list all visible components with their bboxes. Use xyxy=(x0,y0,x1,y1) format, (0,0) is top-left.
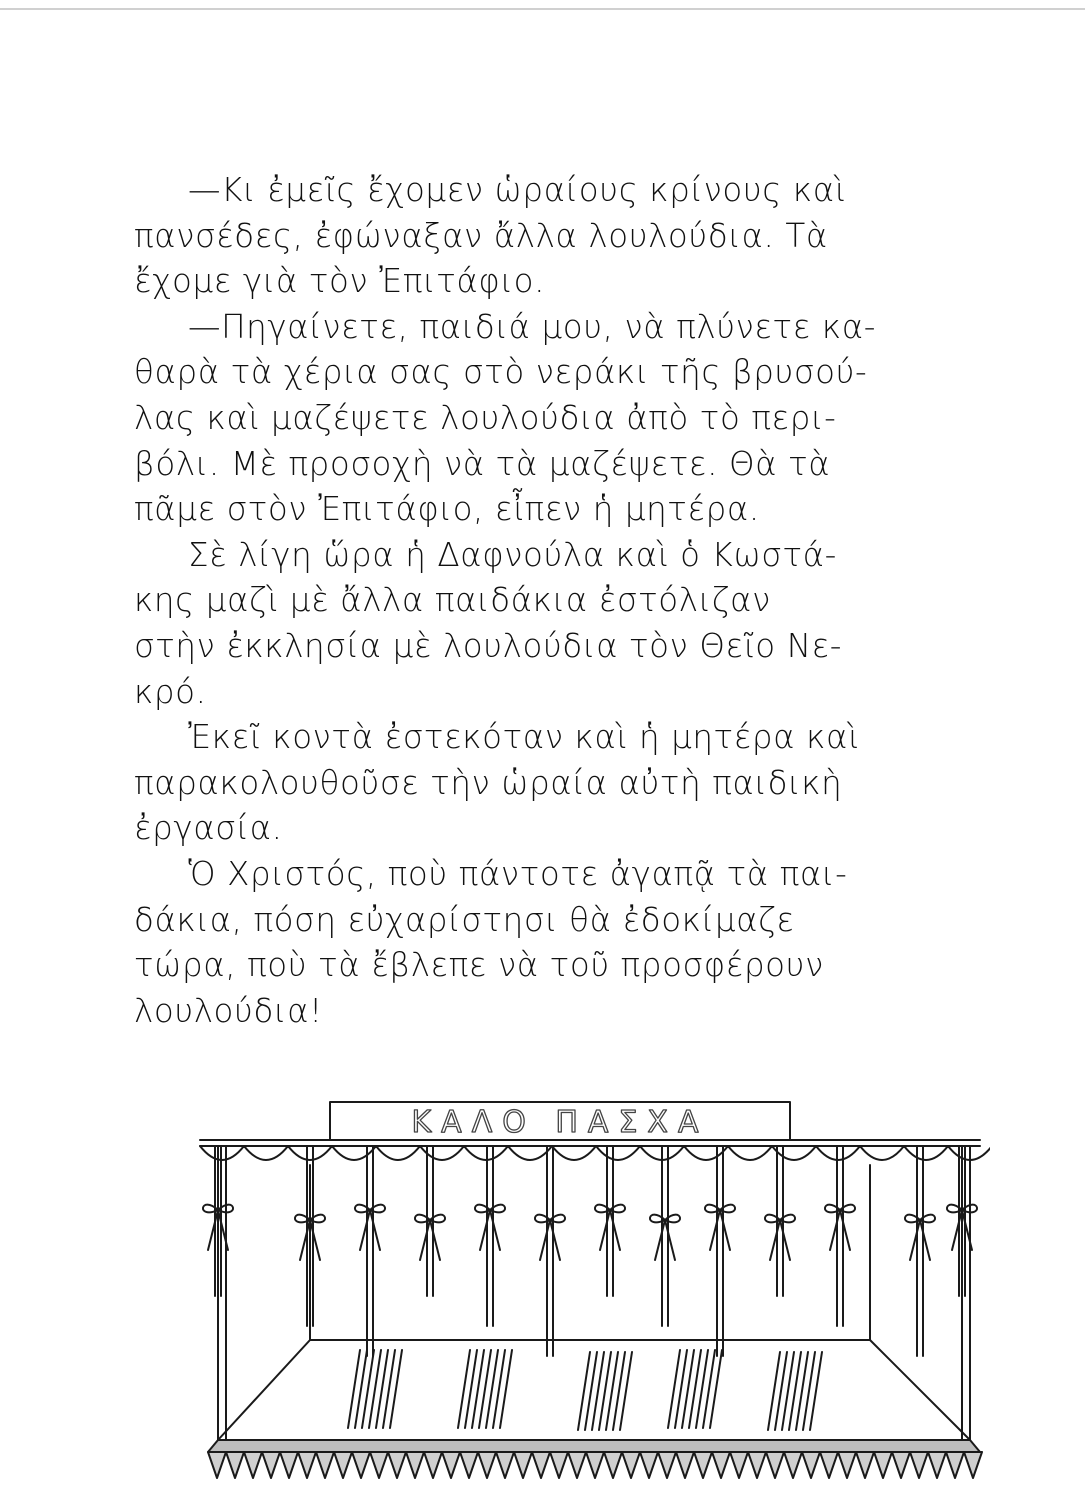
ribbon-bow xyxy=(355,1205,385,1250)
ribbon-bow xyxy=(415,1215,445,1260)
bundle-candle xyxy=(782,1352,794,1430)
text-line: δάκια, πόση εὐχαρίστησι θὰ ἐδοκίμαζε xyxy=(134,900,795,939)
ribbon-bow xyxy=(650,1215,680,1260)
ribbon-bow xyxy=(595,1205,625,1250)
ribbon-bow xyxy=(765,1215,795,1260)
bundle-candle xyxy=(383,1350,395,1428)
candle xyxy=(487,1146,493,1326)
table-cloth-fringe xyxy=(208,1452,982,1478)
bundle-candle xyxy=(500,1350,512,1428)
text-line: Σὲ λίγη ὥρα ἡ Δαφνούλα καὶ ὁ Κωστά- xyxy=(188,535,837,574)
bundle-candle xyxy=(789,1352,801,1430)
bundle-candle xyxy=(775,1352,787,1430)
bundle-candle xyxy=(479,1350,491,1428)
bundle-candle xyxy=(390,1350,402,1428)
table-top xyxy=(218,1340,970,1440)
bundle-candle xyxy=(376,1350,388,1428)
text-line: βόλι. Μὲ προσοχὴ νὰ τὰ μαζέψετε. Θὰ τὰ xyxy=(134,444,831,483)
bundle-candle xyxy=(689,1350,701,1428)
bundle-candle xyxy=(465,1350,477,1428)
bundle-candle xyxy=(599,1352,611,1430)
bundle-candle xyxy=(355,1350,367,1428)
bundle-candle xyxy=(585,1352,597,1430)
bundle-candle xyxy=(348,1350,360,1428)
bundle-candle xyxy=(592,1352,604,1430)
candle xyxy=(717,1146,723,1356)
candle-bundles xyxy=(348,1350,822,1430)
bundle-candle xyxy=(472,1350,484,1428)
bundle-candle xyxy=(486,1350,498,1428)
bundle-candle xyxy=(606,1352,618,1430)
text-line: —Πηγαίνετε, παιδιά μου, νὰ πλύνετε κα- xyxy=(188,307,877,346)
bundle-candle xyxy=(796,1352,808,1430)
bundle-candle xyxy=(803,1352,815,1430)
bundle-candle xyxy=(703,1350,715,1428)
canopy-scallops xyxy=(200,1146,990,1160)
text-line: πᾶμε στὸν Ἐπιτάφιο, εἶπεν ἡ μητέρα. xyxy=(134,490,760,529)
hanging-candles xyxy=(203,1146,977,1356)
text-line: κης μαζὶ μὲ ἄλλα παιδάκια ἐστόλιζαν xyxy=(134,581,771,620)
bundle-candle xyxy=(675,1350,687,1428)
candle xyxy=(662,1146,668,1326)
story-text xyxy=(134,168,994,1034)
ribbon-bow xyxy=(705,1205,735,1250)
bundle-candle xyxy=(710,1350,722,1428)
top-edge-rule xyxy=(0,8,1085,10)
easter-candle-stall-illustration xyxy=(190,1090,990,1485)
bundle-candle xyxy=(613,1352,625,1430)
bundle-candle xyxy=(620,1352,632,1430)
candle xyxy=(367,1146,373,1356)
text-line: στὴν ἐκκλησία μὲ λουλούδια τὸν Θεῖο Νε- xyxy=(134,626,843,665)
bundle-candle xyxy=(696,1350,708,1428)
text-line: Ὁ Χριστός, ποὺ πάντοτε ἀγαπᾷ τὰ παι- xyxy=(188,854,848,893)
bundle-candle xyxy=(578,1352,590,1430)
ribbon-bow xyxy=(535,1215,565,1260)
ribbon-bow xyxy=(825,1205,855,1250)
text-line: κρό. xyxy=(134,672,207,711)
bundle-candle xyxy=(810,1352,822,1430)
bundle-candle xyxy=(682,1350,694,1428)
text-line: —Κι ἐμεῖς ἔχομεν ὡραίους κρίνους καὶ xyxy=(188,171,847,209)
bundle-candle xyxy=(362,1350,374,1428)
text-line: πανσέδες, ἐφώναξαν ἄλλα λουλούδια. Τὰ xyxy=(134,216,828,255)
text-line: Ἐκεῖ κοντὰ ἐστεκόταν καὶ ἡ μητέρα καὶ xyxy=(188,718,860,757)
text-line: ἐργασία. xyxy=(134,809,283,848)
sign-text: ΚΑΛΟ ΠΑΣΧΑ xyxy=(411,1105,709,1140)
text-line: θαρὰ τὰ χέρια σας στὸ νεράκι τῆς βρυσού- xyxy=(134,353,868,392)
candle xyxy=(837,1146,843,1326)
bundle-candle xyxy=(493,1350,505,1428)
text-line: τώρα, ποὺ τὰ ἔβλεπε νὰ τοῦ προσφέρουν xyxy=(134,946,824,985)
text-line: ἔχομε γιὰ τὸν Ἐπιτάφιο. xyxy=(134,262,546,301)
candle xyxy=(547,1146,553,1356)
text-line: λας καὶ μαζέψετε λουλούδια ἀπὸ τὸ περι- xyxy=(134,398,837,437)
ribbon-bow xyxy=(905,1215,935,1260)
text-line: λουλούδια! xyxy=(134,991,323,1030)
bundle-candle xyxy=(369,1350,381,1428)
bundle-candle xyxy=(668,1350,680,1428)
bundle-candle xyxy=(458,1350,470,1428)
candle xyxy=(917,1146,923,1356)
ribbon-bow xyxy=(475,1205,505,1250)
bundle-candle xyxy=(768,1352,780,1430)
text-line: παρακολουθοῦσε τὴν ὡραία αὐτὴ παιδικὴ xyxy=(134,763,843,802)
